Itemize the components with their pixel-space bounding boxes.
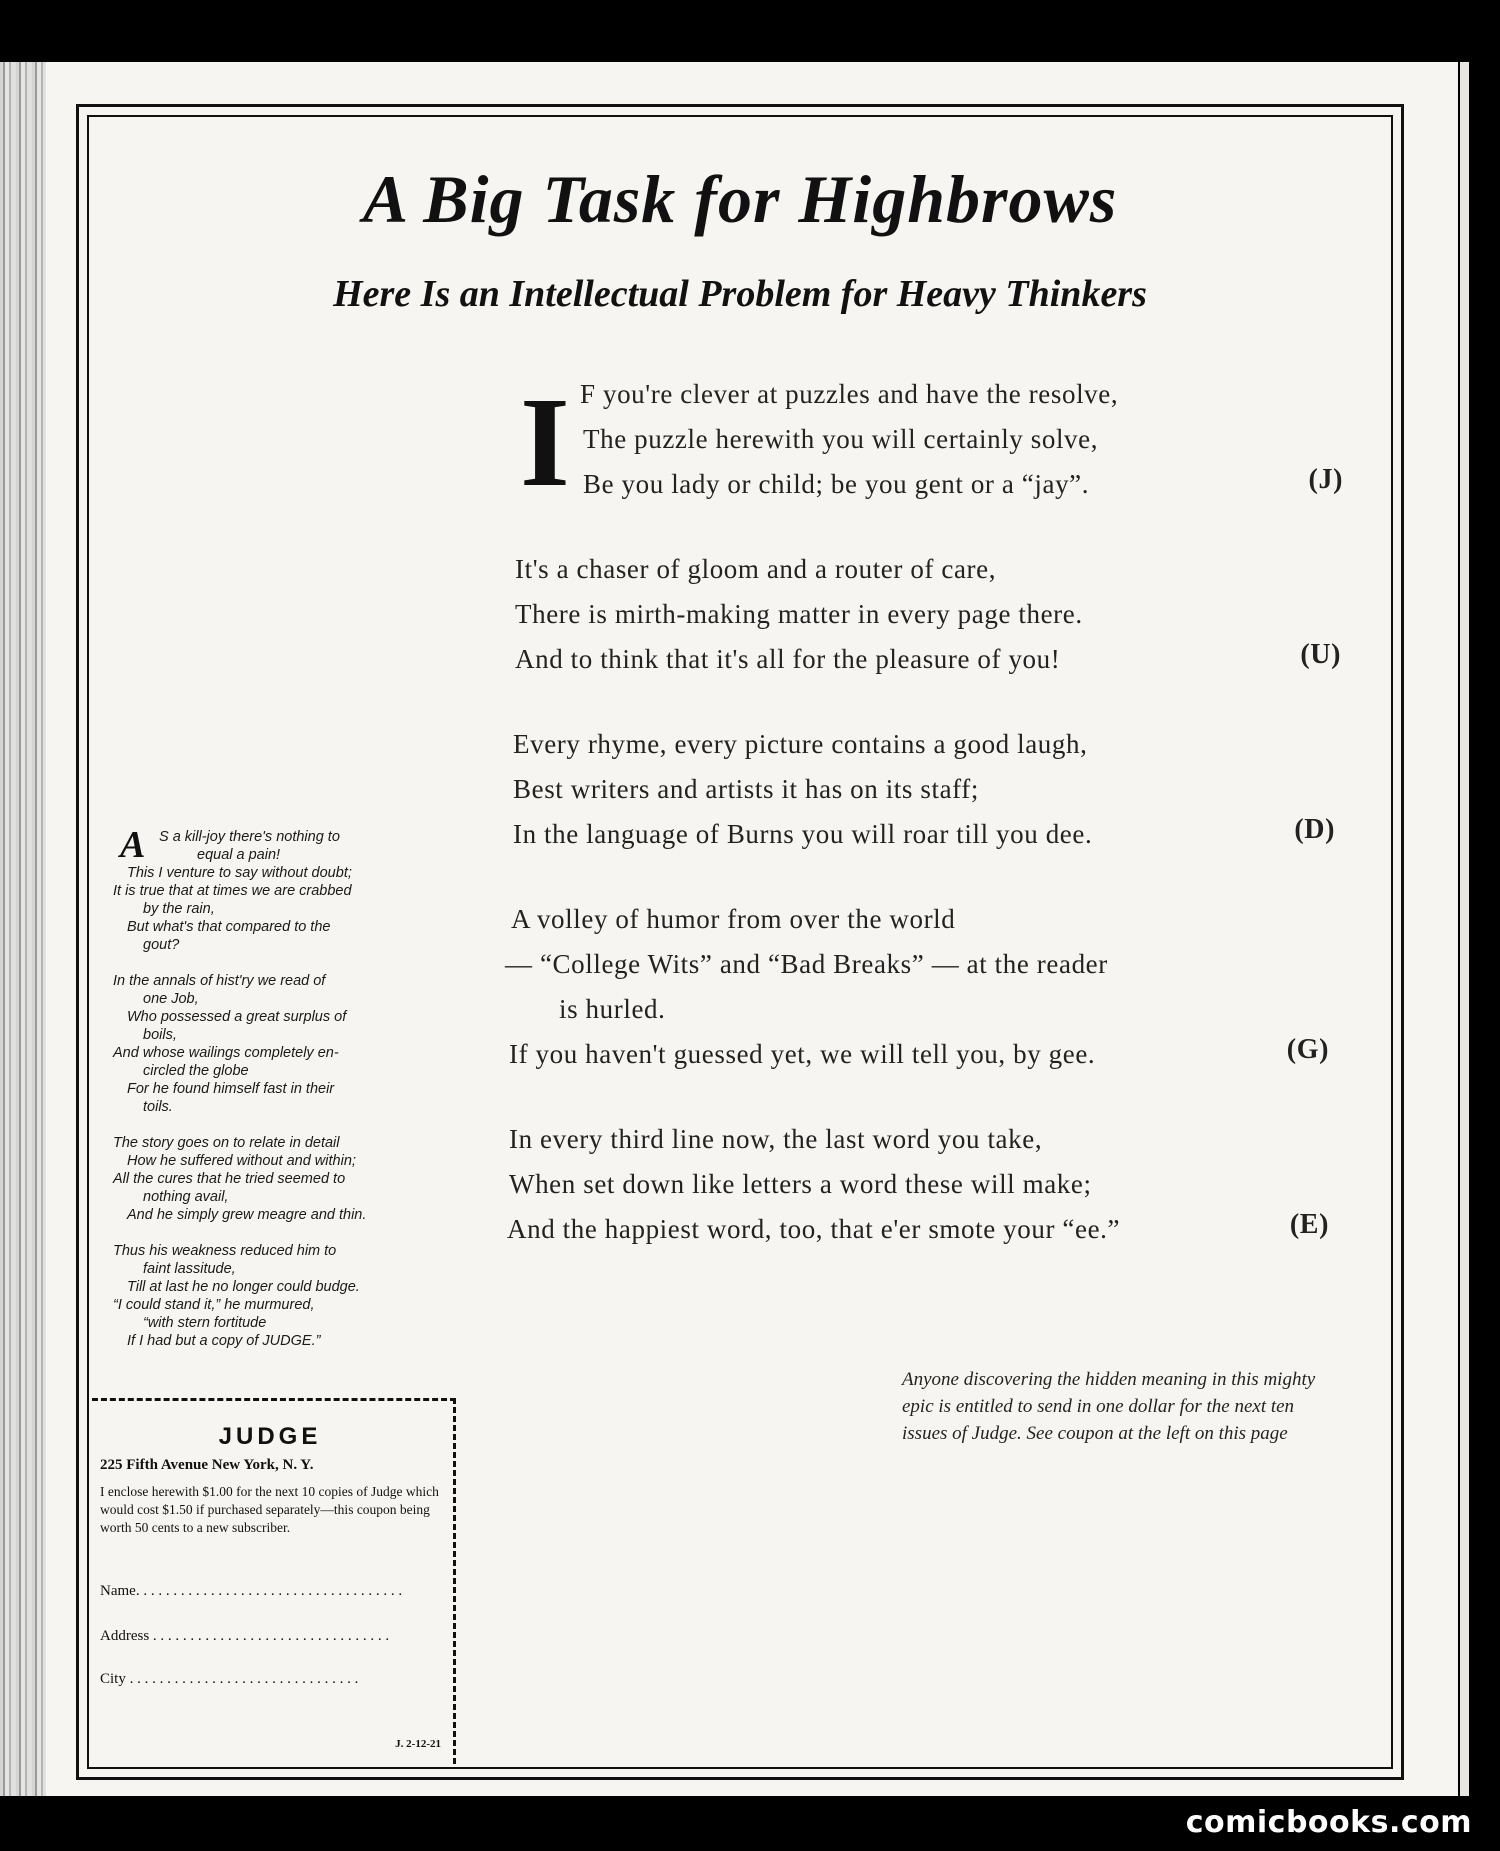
side-poem-stanza <box>113 972 467 1116</box>
coupon-address-field[interactable]: Address . . . . . . . . . . . . . . . . . . . . . . . . . . . . . . . . <box>100 1628 390 1644</box>
side-poem-line: circled the globe <box>143 1063 249 1079</box>
side-poem-line: “I could stand it,” he murmured, <box>113 1297 315 1313</box>
side-poem-line: gout? <box>143 937 180 953</box>
side-poem-line: equal a pain! <box>197 847 281 863</box>
verse-line: When set down like letters a word these will make; <box>509 1169 1092 1199</box>
side-poem-line: Thus his weakness reduced him to <box>113 1243 337 1259</box>
verse-line: Be you lady or child; be you gent or a “jay”. <box>583 469 1090 499</box>
side-poem-line: nothing avail, <box>143 1189 229 1205</box>
verse-line: And to think that it's all for the pleasure of you! <box>515 644 1061 674</box>
verse-line: It's a chaser of gloom and a router of care, <box>515 554 997 584</box>
side-poem-stanza <box>113 824 467 954</box>
side-poem-line: Till at last he no longer could budge. <box>127 1279 360 1295</box>
side-poem-line: by the rain, <box>143 901 215 917</box>
binding-edge <box>0 62 46 1796</box>
verse-letter-tag: (U) <box>1300 639 1341 670</box>
verse-dropcap: I <box>520 371 570 513</box>
verse-letter-tag: (E) <box>1289 1209 1329 1240</box>
side-poem-line: It is true that at times we are crabbed <box>113 883 352 899</box>
coupon-address: 225 Fifth Avenue New York, N. Y. <box>100 1457 314 1473</box>
verse-letter-tag: (G) <box>1286 1034 1329 1065</box>
verse-stanza-1 <box>505 371 1343 513</box>
site-watermark: comicbooks.com <box>1185 1805 1472 1840</box>
verse-line: Every rhyme, every picture contains a good laugh, <box>513 729 1088 759</box>
side-poem-line: The story goes on to relate in detail <box>113 1135 340 1151</box>
verse-line: F you're clever at puzzles and have the resolve, <box>580 379 1119 409</box>
side-poem-line: And whose wailings completely en- <box>113 1045 339 1061</box>
side-poem-line: This I venture to say without doubt; <box>127 865 352 881</box>
side-poem-dropcap: A <box>120 824 146 866</box>
side-poem-line: one Job, <box>143 991 199 1007</box>
side-poem-line: For he found himself fast in their <box>127 1081 335 1097</box>
side-poem-line: If I had but a copy of JUDGE.” <box>127 1333 321 1349</box>
verse-stanza-3 <box>505 722 1335 857</box>
coupon-city-field[interactable]: City . . . . . . . . . . . . . . . . . . . . . . . . . . . . . . . <box>100 1671 359 1687</box>
coupon-address-label: Address <box>100 1628 150 1644</box>
verse-line: In the language of Burns you will roar till you dee. <box>513 819 1093 849</box>
subscription-coupon[interactable] <box>92 1398 456 1764</box>
side-poem-line: Who possessed a great surplus of <box>127 1009 347 1025</box>
side-poem-stanza <box>113 1242 467 1350</box>
side-poem-line: And he simply grew meagre and thin. <box>127 1207 367 1223</box>
verse-stanza-5 <box>505 1117 1329 1252</box>
verse-letter-tag: (D) <box>1294 814 1335 845</box>
scan-right-border <box>1458 62 1500 1796</box>
verse-line: The puzzle herewith you will certainly solve, <box>583 424 1099 454</box>
side-poem-line: All the cures that he tried seemed to <box>113 1171 346 1187</box>
page-title: A Big Task for Highbrows <box>362 161 1118 237</box>
verse-line: — “College Wits” and “Bad Breaks” — at the reader <box>505 949 1108 979</box>
verse-letter-tag: (J) <box>1308 464 1343 495</box>
side-poem-line: faint lassitude, <box>143 1261 236 1277</box>
side-poem-line: S a kill-joy there's nothing to <box>159 829 340 845</box>
side-poem-line: But what's that compared to the <box>127 919 331 935</box>
verse-line: is hurled. <box>559 994 666 1024</box>
coupon-title: JUDGE <box>218 1423 322 1450</box>
verse-line: Best writers and artists it has on its staff; <box>513 774 979 804</box>
side-poem-stanza <box>113 1134 467 1224</box>
side-poem-line: “with stern fortitude <box>143 1315 267 1331</box>
verse-line: And the happiest word, too, that e'er smote your “ee.” <box>507 1214 1121 1244</box>
verse-line: In every third line now, the last word you take, <box>509 1124 1043 1154</box>
scan-top-border <box>0 0 1500 62</box>
coupon-code: J. 2-12-21 <box>395 1738 441 1750</box>
coupon-body: I enclose herewith $1.00 for the next 10 copies of Judge which would cost $1.50 if purchased separately—this coupon being worth 50 cents to a new subscriber. <box>100 1484 439 1535</box>
verse-line: There is mirth-making matter in every page there. <box>515 599 1083 629</box>
verse-line: If you haven't guessed yet, we will tell you, by gee. <box>509 1039 1096 1069</box>
side-poem-line: boils, <box>143 1027 177 1043</box>
coupon-city-label: City <box>100 1671 126 1687</box>
side-poem-line: In the annals of hist'ry we read of <box>113 973 326 989</box>
verse-stanza-2 <box>505 547 1341 682</box>
page-subtitle: Here Is an Intellectual Problem for Heavy Thinkers <box>333 273 1147 315</box>
side-poem-line: toils. <box>143 1099 173 1115</box>
coupon-name-label: Name <box>100 1583 136 1599</box>
coupon-name-field[interactable]: Name. . . . . . . . . . . . . . . . . . . . . . . . . . . . . . . . . . . . <box>100 1583 403 1599</box>
side-poem-line: How he suffered without and within; <box>127 1153 356 1169</box>
hidden-meaning-note: Anyone discovering the hidden meaning in this mighty epic is entitled to send in one dollar for the next ten issues of Judge. See coupon at the left on this page <box>902 1369 1316 1444</box>
verse-line: A volley of humor from over the world <box>511 904 956 934</box>
side-poem <box>113 824 467 1368</box>
verse-stanza-4 <box>505 897 1329 1077</box>
